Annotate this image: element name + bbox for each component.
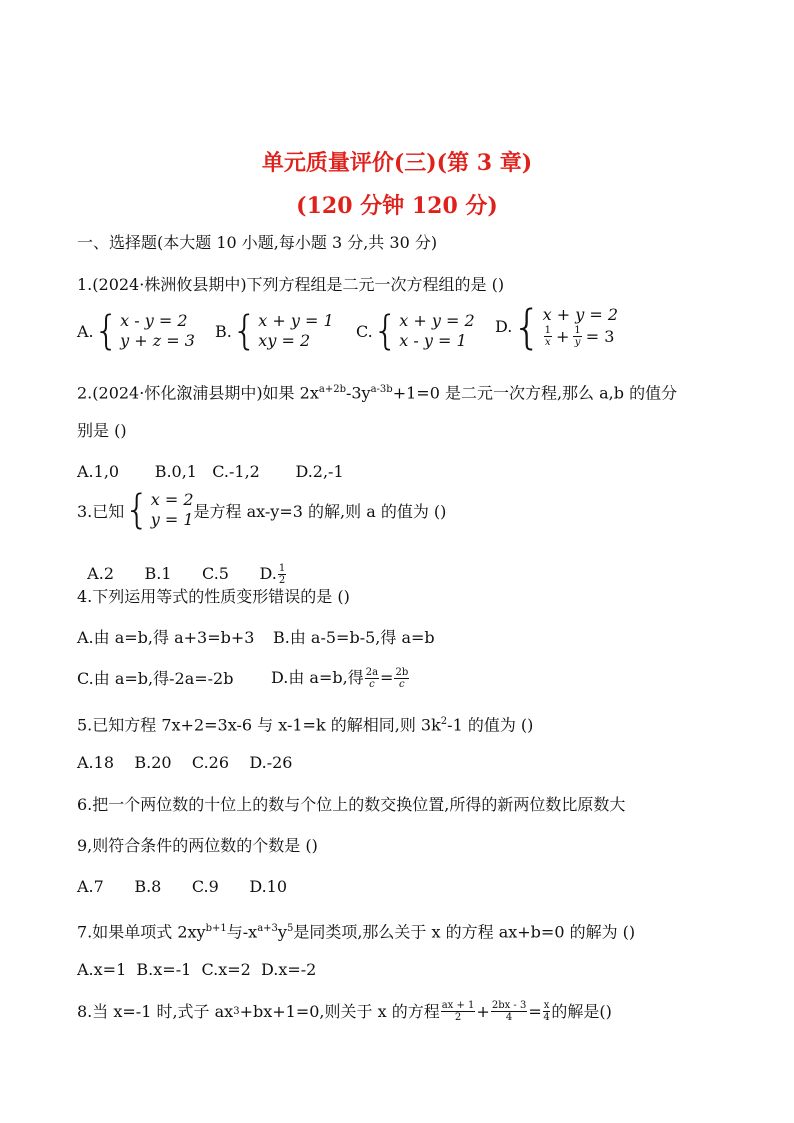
q1-option-c[interactable]: [356, 308, 475, 354]
equation: x = 2: [150, 490, 194, 509]
text: 是方程 ax-y=3 的解,则 a 的值为 (): [193, 501, 447, 521]
text: 的解是(): [551, 1001, 612, 1021]
superscript: 2: [440, 716, 448, 727]
equation: x - y = 1: [399, 331, 467, 350]
left-brace-icon: {: [512, 299, 542, 354]
q1-option-b[interactable]: [215, 308, 334, 354]
equation: xy = 2: [258, 331, 311, 350]
question-5-options[interactable]: A.18 B.20 C.26 D.-26: [77, 753, 293, 772]
question-7-stem: [77, 919, 635, 942]
fraction: $\frac{x}{4}$: [543, 1000, 550, 1023]
fraction: $\frac{2bx - 3}{4}$: [491, 1000, 527, 1023]
fraction: $\frac{ax + 1}{2}$: [441, 1000, 475, 1023]
left-brace-icon: {: [93, 308, 120, 354]
page-subtitle: (120 分钟 120 分): [296, 193, 498, 219]
question-7-options[interactable]: A.x=1 B.x=-1 C.x=2 D.x=-2: [77, 960, 317, 979]
text: 5.已知方程 7x+2=3x-6 与 x-1=k 的解相同,则 3k: [77, 715, 441, 735]
question-6-stem-cont: 9,则符合条件的两位数的个数是 (): [77, 836, 318, 855]
question-3-stem: [77, 487, 447, 533]
text: D.由 a=b,得: [271, 668, 364, 687]
page-title: 单元质量评价(三)(第 3 章): [261, 150, 533, 176]
text: +1=0 是二元一次方程,那么 a,b 的值分: [392, 383, 678, 403]
option-label: C.: [356, 321, 373, 341]
text: 7.如果单项式 2xy: [77, 922, 206, 942]
text: A.2 B.1 C.5 D.: [87, 564, 277, 583]
question-1-stem: 1.(2024·株洲攸县期中)下列方程组是二元一次方程组的是 (): [77, 275, 505, 294]
superscript: b+1: [205, 923, 227, 934]
fraction: $\frac{2b}{c}$: [395, 667, 409, 690]
section-heading: 一、选择题(本大题 10 小题,每小题 3 分,共 30 分): [77, 233, 438, 252]
q4-option-a[interactable]: A.由 a=b,得 a+3=b+3: [77, 628, 255, 647]
text: 是同类项,那么关于 x 的方程 ax+b=0 的解为 (): [293, 922, 636, 942]
equation-tail: = 3: [585, 326, 615, 346]
q4-option-d[interactable]: [271, 667, 410, 690]
equation: x + y = 1: [258, 311, 334, 330]
superscript: a+3: [257, 923, 278, 934]
option-label: B.: [215, 321, 232, 341]
text: =: [380, 668, 394, 687]
question-6-stem: 6.把一个两位数的十位上的数与个位上的数交换位置,所得的新两位数比原数大: [77, 795, 626, 814]
fraction: $\frac{1}{2}$: [278, 563, 286, 586]
text: -1 的值为 (): [447, 715, 534, 735]
question-2-stem: [77, 380, 677, 403]
q4-option-c[interactable]: C.由 a=b,得-2a=-2b: [77, 669, 234, 688]
question-2-options[interactable]: A.1,0 B.0,1 C.-1,2 D.2,-1: [77, 462, 344, 481]
equation: x - y = 2: [120, 311, 188, 330]
fraction: $\frac{1}{y}$: [574, 325, 581, 348]
superscript: a+2b: [318, 384, 346, 395]
equation: x + y = 2: [542, 305, 619, 324]
equation: y + z = 3: [120, 331, 195, 350]
question-8-stem: 8.当 x=-1 时,式子 ax 3 +bx+1=0,则关于 x 的方程 $\frac{ax + 1}{2}$ + $\frac{2bx - 3}{4}$ = $\frac{x}{4}$ 的解是(): [77, 1000, 612, 1023]
question-3-options[interactable]: [77, 543, 287, 586]
q4-option-b[interactable]: B.由 a-5=b-5,得 a=b: [273, 628, 435, 647]
text: -3y: [345, 383, 371, 403]
equation: x + y = 2: [399, 311, 475, 330]
option-label: A.: [77, 321, 94, 341]
superscript: 3: [233, 1005, 240, 1017]
superscript: a-3b: [370, 384, 393, 395]
q1-option-d[interactable]: D. { x + y = 2 $\frac{1}{x}$ + $\frac{1}{y}$ = 3: [495, 299, 619, 354]
text: 3.已知: [77, 501, 125, 521]
q1-option-a[interactable]: [77, 308, 195, 354]
left-brace-icon: {: [124, 487, 150, 533]
text: 2.(2024·怀化溆浦县期中)如果 2x: [77, 383, 319, 403]
text: y: [277, 922, 287, 942]
superscript: 5: [286, 923, 294, 934]
question-6-options[interactable]: A.7 B.8 C.9 D.10: [77, 877, 288, 896]
question-4-stem: 4.下列运用等式的性质变形错误的是 (): [77, 587, 350, 606]
text: 与-x: [226, 922, 258, 942]
left-brace-icon: {: [231, 308, 258, 354]
text: 8.当 x=-1 时,式子 ax: [77, 1001, 234, 1021]
equation: y = 1: [150, 510, 194, 529]
question-2-stem-cont: 别是 (): [77, 421, 127, 440]
left-brace-icon: {: [372, 308, 399, 354]
fraction: $\frac{1}{x}$: [544, 325, 551, 348]
text: +: [476, 1001, 490, 1021]
question-5-stem: [77, 712, 533, 735]
option-label: D.: [495, 317, 513, 336]
text: +bx+1=0,则关于 x 的方程: [239, 1001, 440, 1021]
fraction: $\frac{2a}{c}$: [365, 667, 379, 690]
